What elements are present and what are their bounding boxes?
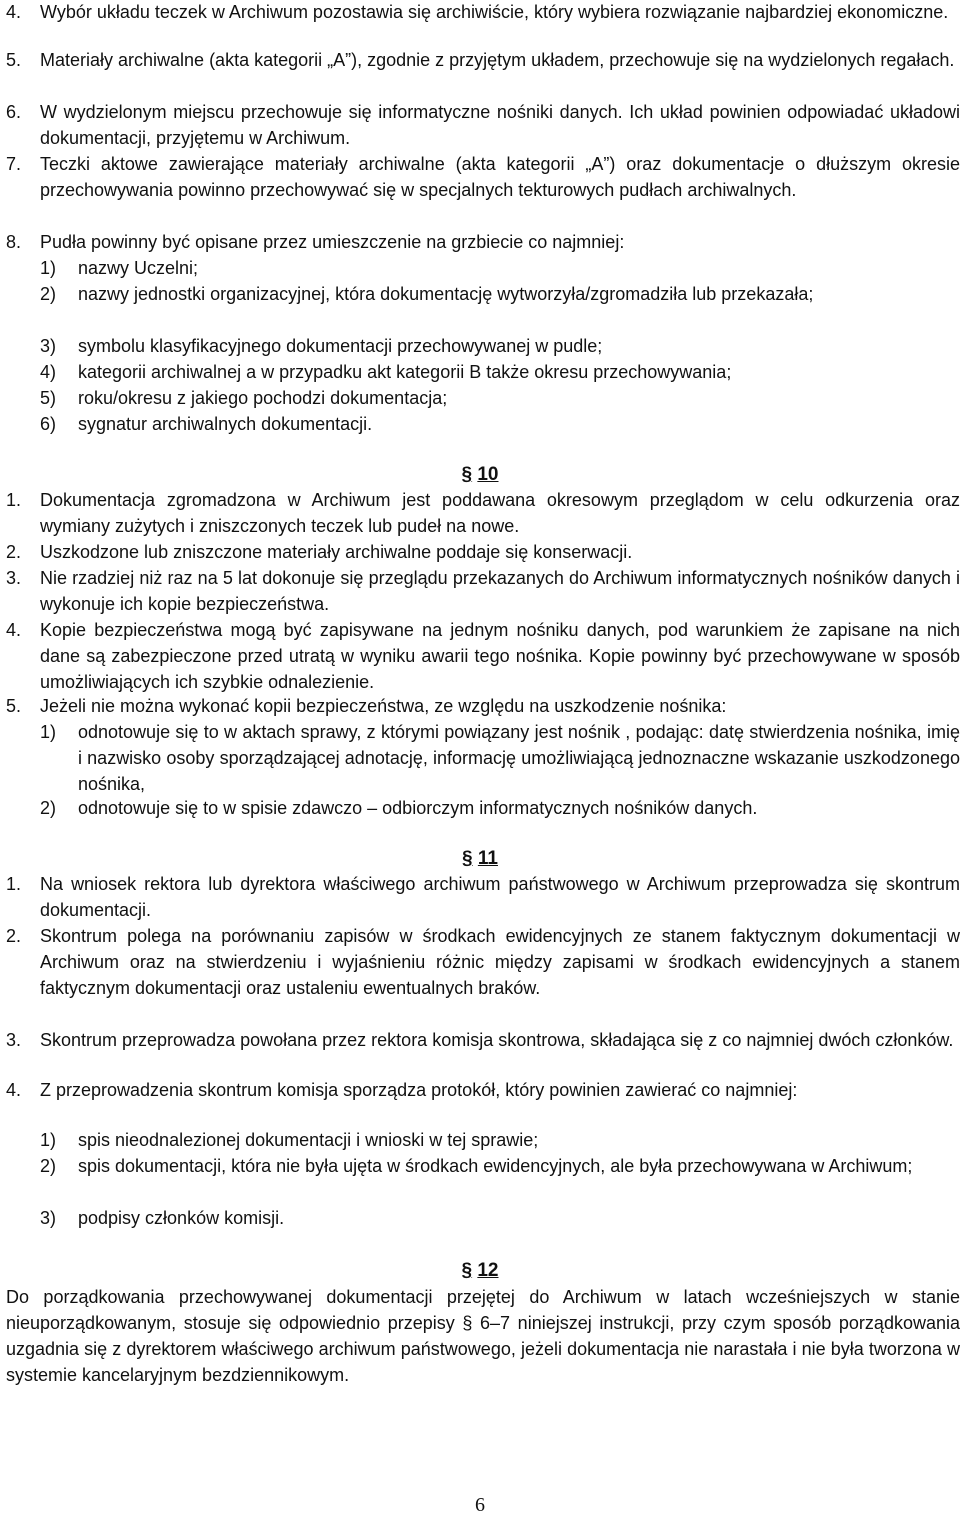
list-item-number: 2. [6, 926, 22, 946]
section-heading-11 [0, 846, 960, 872]
section-symbol: § [461, 464, 473, 485]
sub-item-text: roku/okresu z jakiego pochodzi dokumentacja; [78, 388, 448, 408]
sub-item-text: odnotowuje się to w aktach sprawy, z którymi powiązany jest nośnik , podając: datę stwierdzenia nośnika, imię i nazwisko osoby sporządzającej adnotację, informację umożliwiającą jednoznaczne wskazanie uszkodzonego nośnika, [78, 722, 960, 794]
list-item-text: Materiały archiwalne (akta kategorii „A”), zgodnie z przyjętym układem, przechowuje się na wydzielonych regałach. [40, 50, 955, 70]
list-item [6, 924, 960, 1001]
section-heading-12 [0, 1258, 960, 1284]
list-item-text: W wydzielonym miejscu przechowuje się informatyczne nośniki danych. Ich układ powinien odpowiadać układowi dokumentacji, przyjętemu w Archiwum. [40, 102, 960, 148]
sub-item-text: nazwy jednostki organizacyjnej, która dokumentację wytworzyła/zgromadziła lub przekazała; [78, 284, 814, 304]
page-number: 6 [475, 1494, 485, 1516]
list-item-number: 5. [6, 50, 22, 70]
sub-item-number: 1) [40, 1130, 57, 1150]
sub-item-number: 6) [40, 414, 57, 434]
sub-item-number: 2) [40, 284, 57, 304]
sub-item [40, 256, 960, 282]
list-item-text: Pudła powinny być opisane przez umieszczenie na grzbiecie co najmniej: [40, 232, 625, 252]
sub-item [40, 1128, 960, 1154]
list-item-number: 8. [6, 232, 22, 252]
sub-item-number: 3) [40, 1208, 57, 1228]
sub-item [40, 796, 960, 822]
list-item [6, 872, 960, 924]
sub-item-number: 1) [40, 722, 57, 742]
list-item-text: Z przeprowadzenia skontrum komisja sporządza protokół, który powinien zawierać co najmniej: [40, 1080, 798, 1100]
list-item-text: Jeżeli nie można wykonać kopii bezpieczeństwa, ze względu na uszkodzenie nośnika: [40, 696, 727, 716]
list-item-text: Skontrum polega na porównaniu zapisów w środkach ewidencyjnych ze stanem faktycznym dokumentacji w Archiwum oraz na stwierdzeniu i wyjaśnieniu różnic między zapisami w środkach ewidencyjnych a stanem faktycznym dokumentacji oraz ustaleniu ewentualnych braków. [40, 926, 960, 998]
list-item-number: 4. [6, 2, 22, 22]
list-item-text: Wybór układu teczek w Archiwum pozostawia się archiwiście, który wybiera rozwiązanie najbardziej ekonomiczne. [40, 2, 949, 22]
sub-item-number: 1) [40, 258, 57, 278]
list-item-number: 3. [6, 1030, 22, 1050]
list-item-text: Na wniosek rektora lub dyrektora właściwego archiwum państwowego w Archiwum przeprowadza się skontrum dokumentacji. [40, 874, 960, 920]
list-item [6, 152, 960, 204]
sub-item [40, 720, 960, 797]
list-item-number: 4. [6, 1080, 22, 1100]
list-item [6, 100, 960, 152]
list-item-number: 7. [6, 154, 22, 174]
list-item-text: Nie rzadziej niż raz na 5 lat dokonuje się przeglądu przekazanych do Archiwum informatycznych nośników danych i wykonuje ich kopie bezpieczeństwa. [40, 568, 960, 614]
section-number: 12 [477, 1260, 499, 1281]
list-item [6, 48, 960, 74]
list-item-number: 2. [6, 542, 22, 562]
sub-item-text: nazwy Uczelni; [78, 258, 199, 278]
list-item-number: 6. [6, 102, 22, 122]
list-item-number: 5. [6, 696, 22, 716]
sub-item [40, 1154, 960, 1180]
list-item-number: 3. [6, 568, 22, 588]
sub-item [40, 334, 960, 360]
list-item [6, 230, 960, 256]
section-number: 10 [477, 464, 499, 485]
sub-item [40, 360, 960, 386]
sub-item-text: spis dokumentacji, która nie była ujęta w środkach ewidencyjnych, ale była przechowywana w Archiwum; [78, 1156, 913, 1176]
list-item-number: 1. [6, 874, 22, 894]
list-item [6, 488, 960, 540]
sub-item-text: sygnatur archiwalnych dokumentacji. [78, 414, 373, 434]
list-item [6, 1028, 960, 1054]
list-item [6, 694, 960, 720]
sub-item-number: 2) [40, 798, 57, 818]
section-symbol: § [462, 848, 473, 869]
list-item [6, 540, 960, 566]
sub-item-text: kategorii archiwalnej a w przypadku akt kategorii B także okresu przechowywania; [78, 362, 732, 382]
list-item [6, 0, 960, 26]
sub-item [40, 412, 960, 438]
list-item [6, 1078, 960, 1104]
list-item [6, 618, 960, 695]
paragraph: Do porządkowania przechowywanej dokumentacji przejętej do Archiwum w latach wcześniejszych w stanie nieuporządkowanym, stosuje się odpowiednio przepisy § 6–7 niniejszej instrukcji, przy czym sposób porządkowania uzgadnia się z dyrektorem właściwego archiwum państwowego, jeżeli dokumentacja nie narastała i nie była tworzona w systemie kancelaryjnym bezdziennikowym. [6, 1287, 960, 1385]
sub-item [40, 1206, 960, 1232]
list-item-text: Skontrum przeprowadza powołana przez rektora komisja skontrowa, składająca się z co najmniej dwóch członków. [40, 1030, 954, 1050]
sub-item-number: 2) [40, 1156, 57, 1176]
sub-item-number: 3) [40, 336, 57, 356]
section-symbol: § [461, 1260, 473, 1281]
sub-item [40, 282, 960, 308]
list-item-number: 4. [6, 620, 22, 640]
list-item-text: Kopie bezpieczeństwa mogą być zapisywane na jednym nośniku danych, pod warunkiem że zapisane na nich dane są zabezpieczone przed utratą w wyniku awarii tego nośnika. Kopie powinny być przechowywane w sposób umożliwiających ich szybkie odnalezienie. [40, 620, 960, 692]
sub-item-text: spis nieodnalezionej dokumentacji i wnioski w tej sprawie; [78, 1130, 539, 1150]
section-number: 11 [477, 848, 498, 869]
section-heading-10 [0, 462, 960, 488]
list-item-number: 1. [6, 490, 22, 510]
sub-item-number: 4) [40, 362, 57, 382]
sub-item-text: symbolu klasyfikacyjnego dokumentacji przechowywanej w pudle; [78, 336, 603, 356]
sub-item [40, 386, 960, 412]
list-item-text: Uszkodzone lub zniszczone materiały archiwalne poddaje się konserwacji. [40, 542, 633, 562]
list-item [6, 566, 960, 618]
sub-item-number: 5) [40, 388, 57, 408]
sub-item-text: odnotowuje się to w spisie zdawczo – odbiorczym informatycznych nośników danych. [78, 798, 758, 818]
list-item-text: Teczki aktowe zawierające materiały archiwalne (akta kategorii „A”) oraz dokumentacje o dłuższym okresie przechowywania powinno przechowywać się w specjalnych tekturowych pudłach archiwalnych. [40, 154, 960, 200]
list-item-text: Dokumentacja zgromadzona w Archiwum jest poddawana okresowym przeglądom w celu odkurzenia oraz wymiany zużytych i zniszczonych teczek lub pudeł na nowe. [40, 490, 960, 536]
sub-item-text: podpisy członków komisji. [78, 1208, 285, 1228]
